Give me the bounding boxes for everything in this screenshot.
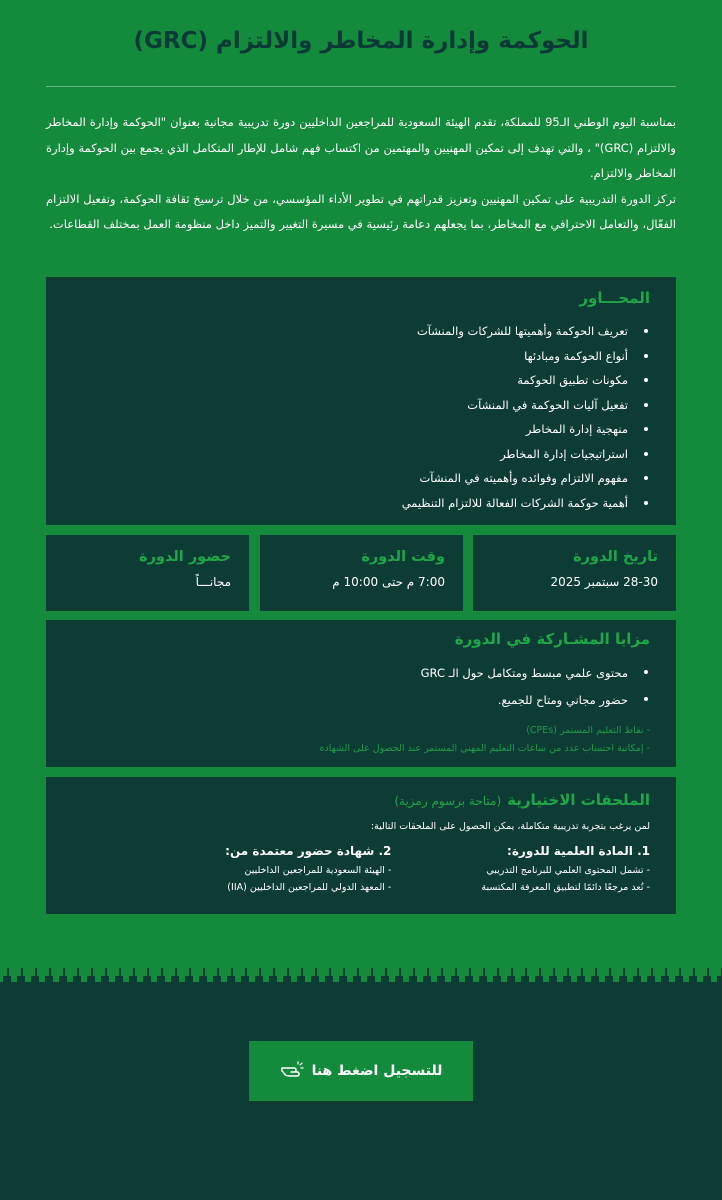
intro-paragraph-2: تركز الدورة التدريبية على تمكين المهنيين وتعزيز قدراتهم في تطوير الأداء المؤسسي، من خلال ترسيخ ثقافة الحوكمة، وتفعيل الالتزام الفعّال، والتعامل الاحترافي مع المخاطر، بما يجعلهم دعامة رئيسية في مسيرة التغيير والتميز داخل منظومة العمل بمختلف القطاعات. — [46, 191, 676, 231]
list-item: مكونات تطبيق الحوكمة — [66, 368, 650, 393]
bullet-icon — [644, 501, 648, 505]
benefits-title: مزايا المشـاركة في الدورة — [454, 630, 650, 648]
attachments-columns — [66, 844, 650, 896]
attachment-column-title: 1. المادة العلمية للدورة: — [507, 844, 650, 858]
bullet-icon — [644, 329, 648, 333]
intro-text — [46, 110, 676, 238]
course-date-value: 28-30 سبتمبر 2025 — [550, 575, 658, 589]
pointing-hand-icon — [280, 1061, 304, 1081]
bullet-icon — [644, 403, 648, 407]
bullet-icon — [644, 427, 648, 431]
benefit-note: - نقاط التعليم المستمر (CPEs) — [526, 725, 650, 736]
course-time-title: وقت الدورة — [361, 549, 445, 565]
intro-paragraph-1: بمناسبة اليوم الوطني الـ95 للمملكة، تقدم الهيئة السعودية للمراجعين الداخليين دورة تدريبية مجانية بعنوان "الحوكمة وإدارة المخاطر والالتزام (GRC)" ، والتي تهدف إلى تمكين المهنيين والمهتمين من اكتساب فهم شامل للإطار المتكامل الذي يجمع بين الحوكمة وإدارة المخاطر والالتزام. — [46, 115, 676, 180]
list-item: أهمية حوكمة الشركات الفعالة للالتزام التنظيمي — [66, 491, 650, 516]
attachment-column-certificate — [225, 844, 391, 896]
list-item: محتوى علمي مبسط ومتكامل حول الـ GRC — [66, 660, 650, 687]
list-item: مفهوم الالتزام وفوائده وأهميته في المنشآت — [66, 466, 650, 491]
page-title: الحوكمة وإدارة المخاطر والالتزام (GRC) — [133, 28, 589, 54]
title-divider — [46, 86, 676, 87]
benefits-notes — [66, 722, 650, 758]
attachment-item: - تُعد مرجعًا دائمًا لتطبيق المعرفة المكتسبة — [481, 882, 650, 893]
bullet-icon — [644, 354, 648, 358]
attachment-item: - الهيئة السعودية للمراجعين الداخليين — [244, 865, 392, 876]
attachment-item: - تشمل المحتوى العلمي للبرنامج التدريبي — [486, 865, 650, 876]
register-button-label: للتسجيل اضغط هنا — [311, 1063, 443, 1079]
register-button[interactable] — [249, 1041, 473, 1101]
attachment-column-title: 2. شهادة حضور معتمدة من: — [225, 844, 392, 858]
list-item: أنواع الحوكمة ومبادئها — [66, 344, 650, 369]
course-time-value: 7:00 م حتى 10:00 م — [332, 575, 445, 589]
benefit-note: - إمكانية احتساب عدد من ساعات التعليم المهني المستمر عند الحصول على الشهادة — [319, 743, 650, 754]
course-date-card — [473, 535, 676, 611]
axes-panel — [46, 277, 676, 525]
list-item: استراتيجيات إدارة المخاطر — [66, 442, 650, 467]
bullet-icon — [644, 670, 648, 674]
course-attendance-card — [46, 535, 249, 611]
list-item: تعريف الحوكمة وأهميتها للشركات والمنشآت — [66, 319, 650, 344]
course-date-title: تاريخ الدورة — [573, 549, 658, 565]
axes-title: المحـــاور — [579, 289, 650, 307]
attachment-column-material — [481, 844, 650, 896]
attachments-title: الملحقات الاختيارية — [507, 791, 650, 809]
benefits-list — [66, 660, 650, 714]
course-time-card — [260, 535, 463, 611]
attachment-item: - المعهد الدولي للمراجعين الداخليين (IIA) — [227, 882, 392, 893]
bullet-icon — [644, 452, 648, 456]
course-attendance-title: حضور الدورة — [139, 549, 231, 565]
list-item: منهجية إدارة المخاطر — [66, 417, 650, 442]
benefits-panel — [46, 620, 676, 767]
attachments-intro: لمن يرغب بتجربة تدريبية متكاملة، يمكن الحصول على الملحقات التالية: — [370, 821, 650, 832]
attachments-subtitle: (متاحة برسوم رمزية) — [394, 794, 502, 808]
attachments-panel — [46, 777, 676, 914]
axes-list — [66, 319, 650, 515]
bullet-icon — [644, 697, 648, 701]
list-item: تفعيل آليات الحوكمة في المنشآت — [66, 393, 650, 418]
bullet-icon — [644, 476, 648, 480]
list-item: حضور مجاني ومتاح للجميع. — [66, 687, 650, 714]
bullet-icon — [644, 378, 648, 382]
course-attendance-value: مجانـــاً — [195, 575, 231, 589]
attachments-header — [66, 791, 650, 809]
